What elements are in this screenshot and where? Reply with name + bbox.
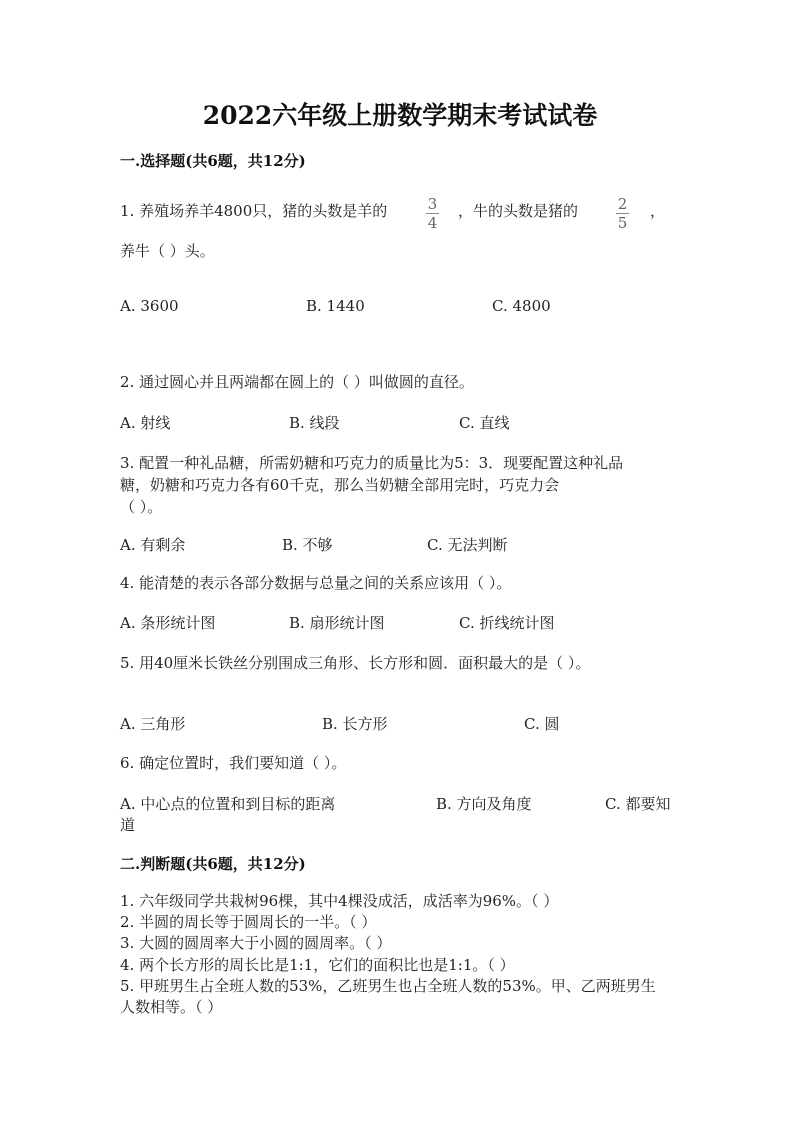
question-4-option-b[interactable]: B. 扇形统计图 <box>289 614 385 632</box>
fraction-three-quarters <box>426 196 439 231</box>
true-false-item-5: 5. 甲班男生占全班人数的53%，乙班男生也占全班人数的53%。甲、乙两班男生 <box>120 977 656 995</box>
question-6-text: 6. 确定位置时，我们要知道（ ）。 <box>120 754 347 772</box>
fraction-numerator: 3 <box>427 195 438 213</box>
question-2-option-b[interactable]: B. 线段 <box>289 414 340 432</box>
question-3-option-c[interactable]: C. 无法判断 <box>427 536 508 554</box>
section-multiple-choice-heading: 一.选择题(共6题，共12分) <box>120 152 306 170</box>
question-3-line-3: （ ）。 <box>120 498 163 516</box>
fraction-denominator: 4 <box>427 214 438 232</box>
true-false-item-5-wrap: 人数相等。（ ） <box>120 998 223 1016</box>
fraction-denominator: 5 <box>617 214 628 232</box>
true-false-item-4: 4. 两个长方形的周长比是1:1，它们的面积比也是1:1。（ ） <box>120 956 515 974</box>
question-3-line-2: 糖，奶糖和巧克力各有60千克，那么当奶糖全部用完时，巧克力会 <box>120 476 560 494</box>
question-2-text: 2. 通过圆心并且两端都在圆上的（ ）叫做圆的直径。 <box>120 373 474 391</box>
question-1-option-a[interactable]: A. 3600 <box>120 297 179 315</box>
question-2-option-c[interactable]: C. 直线 <box>459 414 510 432</box>
section-true-false-heading: 二.判断题(共6题，共12分) <box>120 855 306 873</box>
question-6-option-a[interactable]: A. 中心点的位置和到目标的距离 <box>120 795 336 813</box>
question-5-option-c[interactable]: C. 圆 <box>524 715 560 733</box>
question-3-option-b[interactable]: B. 不够 <box>282 536 333 554</box>
question-1-line-1a: 1. 养殖场养羊4800只，猪的头数是羊的 <box>120 202 388 220</box>
question-1-line-1c: ， <box>650 202 666 220</box>
fraction-numerator: 2 <box>617 195 628 213</box>
true-false-item-2: 2. 半圆的周长等于圆周长的一半。（ ） <box>120 913 377 931</box>
true-false-item-3: 3. 大圆的圆周率大于小圆的圆周率。（ ） <box>120 934 392 952</box>
question-6-option-c[interactable]: C. 都要知 <box>605 795 671 813</box>
true-false-item-1: 1. 六年级同学共栽树96棵，其中4棵没成活，成活率为96%。（ ） <box>120 892 559 910</box>
question-1-option-b[interactable]: B. 1440 <box>306 297 365 315</box>
question-6-option-b[interactable]: B. 方向及角度 <box>436 795 532 813</box>
question-5-option-b[interactable]: B. 长方形 <box>322 715 388 733</box>
question-4-text: 4. 能清楚的表示各部分数据与总量之间的关系应该用（ ）。 <box>120 574 512 592</box>
page-title: 2022六年级上册数学期末考试试卷 <box>202 101 598 130</box>
question-6-option-c-wrap: 道 <box>120 816 136 834</box>
question-5-option-a[interactable]: A. 三角形 <box>120 715 186 733</box>
question-3-line-1: 3. 配置一种礼品糖，所需奶糖和巧克力的质量比为5：3．现要配置这种礼品 <box>120 454 624 472</box>
fraction-two-fifths <box>616 196 629 231</box>
question-4-option-a[interactable]: A. 条形统计图 <box>120 614 216 632</box>
question-4-option-c[interactable]: C. 折线统计图 <box>459 614 555 632</box>
question-3-option-a[interactable]: A. 有剩余 <box>120 536 186 554</box>
question-1-option-c[interactable]: C. 4800 <box>492 297 551 315</box>
question-2-option-a[interactable]: A. 射线 <box>120 414 171 432</box>
question-1-line-2: 养牛（ ）头。 <box>120 242 215 260</box>
question-1-line-1b: ，牛的头数是猪的 <box>458 202 579 220</box>
question-5-text: 5. 用40厘米长铁丝分别围成三角形、长方形和圆．面积最大的是（ ）。 <box>120 654 591 672</box>
